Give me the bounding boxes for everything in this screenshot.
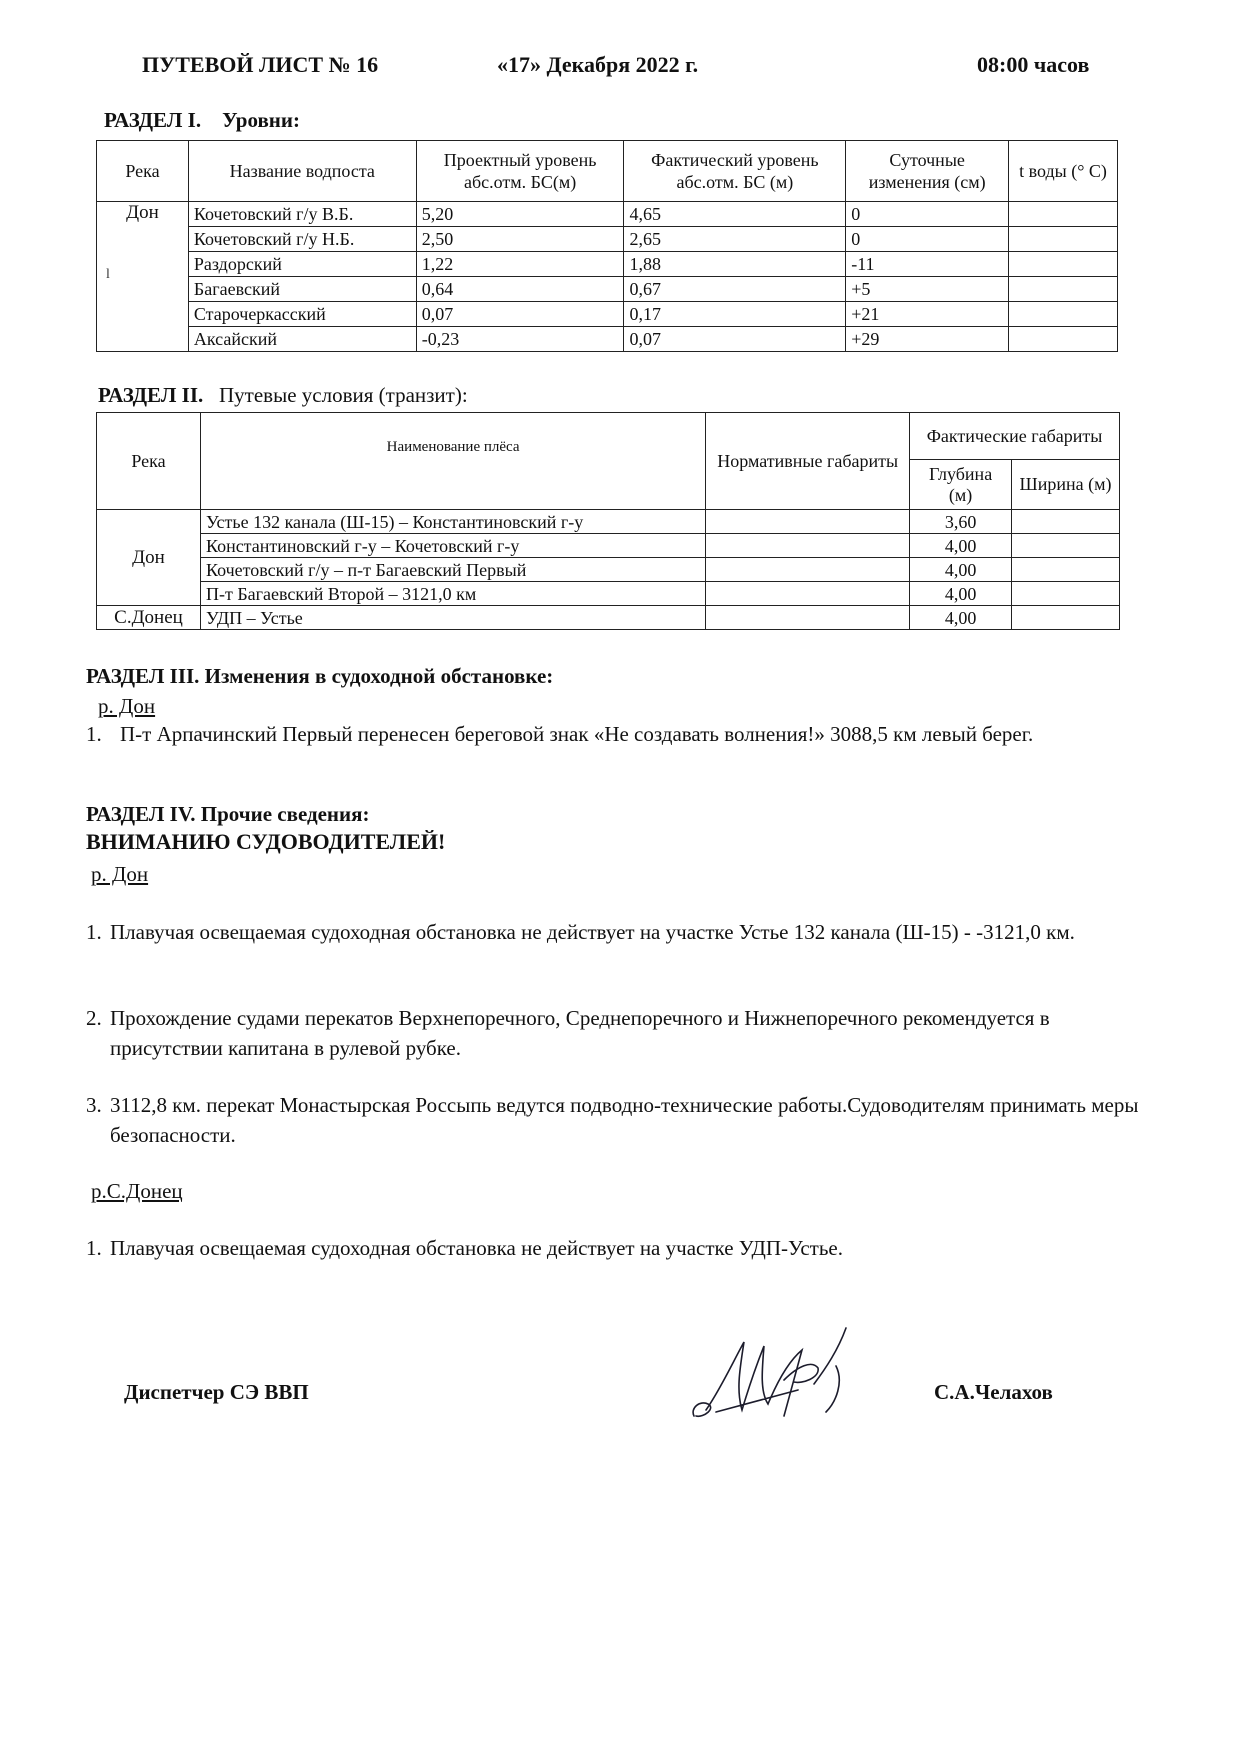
stray-mark: l bbox=[106, 267, 110, 282]
item-number: 2. bbox=[86, 1006, 102, 1030]
actual-level: 1,88 bbox=[624, 252, 846, 277]
col-daily-change: Суточные изменения (см) bbox=[846, 141, 1009, 202]
col-actual-level: Фактический уровень абс.отм. БС (м) bbox=[624, 141, 846, 202]
post-name: Раздорский bbox=[188, 252, 416, 277]
actual-level: 0,07 bbox=[624, 327, 846, 352]
width bbox=[1012, 582, 1120, 606]
table-row bbox=[97, 227, 1118, 252]
post-name: Аксайский bbox=[188, 327, 416, 352]
depth: 4,00 bbox=[910, 534, 1012, 558]
item-text: 3112,8 км. перекат Монастырская Россыпь ведутся подводно-технические работы.Судоводителям принимать меры безопасности. bbox=[110, 1093, 1139, 1147]
depth: 4,00 bbox=[910, 606, 1012, 630]
signature-image bbox=[686, 1320, 876, 1430]
item-text: Прохождение судами перекатов Верхнепоречного, Среднепоречного и Нижнепоречного рекомендуется в присутствии капитана в рулевой рубке. bbox=[110, 1006, 1050, 1060]
section4-title: РАЗДЕЛ IV. Прочие сведения: bbox=[86, 802, 370, 826]
water-temp bbox=[1009, 327, 1118, 352]
item-number: 1. bbox=[86, 920, 102, 944]
project-level: 2,50 bbox=[416, 227, 624, 252]
water-temp bbox=[1009, 227, 1118, 252]
width bbox=[1012, 510, 1120, 534]
table-row bbox=[97, 302, 1118, 327]
width bbox=[1012, 558, 1120, 582]
actual-level: 4,65 bbox=[624, 202, 846, 227]
section2-subtitle: Путевые условия (транзит): bbox=[219, 383, 468, 407]
project-level: -0,23 bbox=[416, 327, 624, 352]
table-row bbox=[97, 534, 1120, 558]
table-row bbox=[97, 558, 1120, 582]
normative bbox=[706, 510, 910, 534]
river-name: Дон bbox=[126, 202, 159, 223]
daily-change: +21 bbox=[846, 302, 1009, 327]
section3-title: РАЗДЕЛ III. Изменения в судоходной обстановке: bbox=[86, 664, 554, 688]
doc-date: «17» Декабря 2022 г. bbox=[497, 52, 699, 77]
water-temp bbox=[1009, 277, 1118, 302]
item-number: 3. bbox=[86, 1093, 102, 1117]
reach-name: Кочетовский г/у – п-т Багаевский Первый bbox=[200, 558, 705, 582]
table-row bbox=[97, 510, 1120, 534]
col-river: Река bbox=[97, 141, 189, 202]
col-actual-dimensions: Фактические габариты bbox=[910, 413, 1120, 460]
item-text: П-т Арпачинский Первый перенесен береговой знак «Не создавать волнения!» 3088,5 км левый берег. bbox=[120, 722, 1034, 746]
river-cell bbox=[97, 202, 189, 352]
table-row bbox=[97, 252, 1118, 277]
actual-level: 0,67 bbox=[624, 277, 846, 302]
post-name: Багаевский bbox=[188, 277, 416, 302]
daily-change: 0 bbox=[846, 202, 1009, 227]
section1-heading bbox=[104, 108, 300, 133]
section2-title: РАЗДЕЛ II. bbox=[98, 383, 204, 407]
section2-heading bbox=[98, 383, 468, 408]
post-name: Старочеркасский bbox=[188, 302, 416, 327]
dispatcher-name: С.А.Челахов bbox=[934, 1380, 1053, 1404]
actual-level: 2,65 bbox=[624, 227, 846, 252]
col-depth: Глубина (м) bbox=[910, 460, 1012, 510]
table-row bbox=[97, 277, 1118, 302]
section3-river-label: р. Дон bbox=[98, 694, 156, 718]
river-cell: С.Донец bbox=[97, 606, 201, 630]
don-label: р. Дон bbox=[91, 862, 149, 886]
donets-label: р.С.Донец bbox=[91, 1179, 183, 1203]
depth: 4,00 bbox=[910, 558, 1012, 582]
col-width: Ширина (м) bbox=[1012, 460, 1120, 510]
depth: 4,00 bbox=[910, 582, 1012, 606]
normative bbox=[706, 582, 910, 606]
post-name: Кочетовский г/у Н.Б. bbox=[188, 227, 416, 252]
transit-table bbox=[96, 412, 1120, 630]
daily-change: +29 bbox=[846, 327, 1009, 352]
daily-change: -11 bbox=[846, 252, 1009, 277]
col-post-name: Название водпоста bbox=[188, 141, 416, 202]
normative bbox=[706, 534, 910, 558]
section1-title: РАЗДЕЛ I. bbox=[104, 108, 202, 132]
project-level: 5,20 bbox=[416, 202, 624, 227]
item-number: 1. bbox=[86, 722, 102, 746]
don-item-3 bbox=[86, 1090, 1180, 1147]
river-cell: Дон bbox=[97, 510, 201, 606]
col-river: Река bbox=[97, 413, 201, 510]
section3-item bbox=[86, 719, 1180, 749]
doc-time: 08:00 часов bbox=[977, 52, 1090, 77]
levels-table bbox=[96, 140, 1118, 352]
don-item-1 bbox=[86, 917, 1180, 947]
reach-name: Константиновский г-у – Кочетовский г-у bbox=[200, 534, 705, 558]
water-temp bbox=[1009, 252, 1118, 277]
col-water-temp: t воды (° С) bbox=[1009, 141, 1118, 202]
item-number: 1. bbox=[86, 1236, 102, 1260]
section1-subtitle: Уровни: bbox=[222, 108, 300, 132]
width bbox=[1012, 534, 1120, 558]
actual-level: 0,17 bbox=[624, 302, 846, 327]
normative bbox=[706, 558, 910, 582]
don-item-2 bbox=[86, 1003, 1180, 1060]
dispatcher-position: Диспетчер СЭ ВВП bbox=[124, 1380, 309, 1404]
donets-item-1 bbox=[86, 1233, 1180, 1263]
project-level: 0,64 bbox=[416, 277, 624, 302]
depth: 3,60 bbox=[910, 510, 1012, 534]
post-name: Кочетовский г/у В.Б. bbox=[188, 202, 416, 227]
daily-change: +5 bbox=[846, 277, 1009, 302]
project-level: 0,07 bbox=[416, 302, 624, 327]
table-row bbox=[97, 582, 1120, 606]
item-text: Плавучая освещаемая судоходная обстановка не действует на участке Устье 132 канала (Ш-15) - -3121,0 км. bbox=[110, 920, 1075, 944]
table-row bbox=[97, 606, 1120, 630]
item-text: Плавучая освещаемая судоходная обстановка не действует на участке УДП-Устье. bbox=[110, 1236, 843, 1260]
table-row bbox=[97, 202, 1118, 227]
project-level: 1,22 bbox=[416, 252, 624, 277]
water-temp bbox=[1009, 302, 1118, 327]
table-row bbox=[97, 327, 1118, 352]
levels-header-row bbox=[97, 141, 1118, 202]
daily-change: 0 bbox=[846, 227, 1009, 252]
water-temp bbox=[1009, 202, 1118, 227]
reach-name: Устье 132 канала (Ш-15) – Константиновский г-у bbox=[200, 510, 705, 534]
col-project-level: Проектный уровень абс.отм. БС(м) bbox=[416, 141, 624, 202]
doc-title: ПУТЕВОЙ ЛИСТ № 16 bbox=[142, 52, 379, 77]
col-reach-name: Наименование плёса bbox=[200, 413, 705, 510]
transit-header-row bbox=[97, 413, 1120, 460]
attention-heading: ВНИМАНИЮ СУДОВОДИТЕЛЕЙ! bbox=[86, 829, 446, 854]
width bbox=[1012, 606, 1120, 630]
reach-name: УДП – Устье bbox=[200, 606, 705, 630]
col-normative: Нормативные габариты bbox=[706, 413, 910, 510]
normative bbox=[706, 606, 910, 630]
reach-name: П-т Багаевский Второй – 3121,0 км bbox=[200, 582, 705, 606]
